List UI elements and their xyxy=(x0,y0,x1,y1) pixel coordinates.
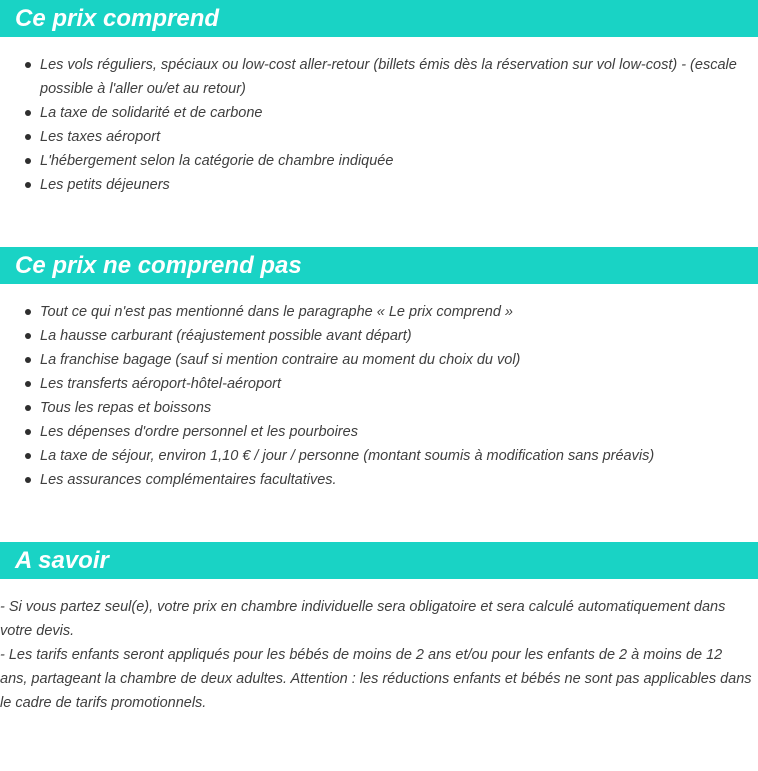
bullet-icon xyxy=(25,429,31,435)
list-item-text: La taxe de solidarité et de carbone xyxy=(40,105,263,121)
bullet-icon xyxy=(25,134,31,140)
list-item xyxy=(0,324,740,348)
section-title-included: Ce prix comprend xyxy=(15,5,220,32)
section-title-excluded: Ce prix ne comprend pas xyxy=(15,252,302,279)
list-item xyxy=(0,53,740,101)
bullet-icon xyxy=(25,182,31,188)
list-item xyxy=(0,372,740,396)
list-item xyxy=(0,125,740,149)
list-item xyxy=(0,173,740,197)
list-item xyxy=(0,396,740,420)
bullet-icon xyxy=(25,110,31,116)
list-item xyxy=(0,420,740,444)
list-item-text: La taxe de séjour, environ 1,10 € / jour / personne (montant soumis à modification sans préavis) xyxy=(40,448,655,464)
bullet-icon xyxy=(25,357,31,363)
section-header-to-know xyxy=(0,542,758,579)
section-title-to-know: A savoir xyxy=(15,547,109,574)
list-item-text: Les assurances complémentaires facultatives. xyxy=(40,472,337,488)
list-item-text: Les vols réguliers, spéciaux ou low-cost aller-retour (billets émis dès la réservation sur vol low-cost) - (escale possible à l'aller ou/et au retour) xyxy=(40,57,737,97)
included-list xyxy=(0,53,740,197)
bullet-icon xyxy=(25,477,31,483)
bullet-icon xyxy=(25,158,31,164)
list-item-text: Les petits déjeuners xyxy=(40,177,170,193)
list-item-text: L'hébergement selon la catégorie de chambre indiquée xyxy=(40,153,394,169)
list-item xyxy=(0,101,740,125)
list-item xyxy=(0,149,740,173)
to-know-notes xyxy=(0,595,752,715)
list-item xyxy=(0,348,740,372)
section-header-included xyxy=(0,0,758,37)
bullet-icon xyxy=(25,333,31,339)
note-paragraph: - Les tarifs enfants seront appliqués pour les bébés de moins de 2 ans et/ou pour les enfants de 2 à moins de 12 ans, partageant la chambre de deux adultes. Attention : les réductions enfants et bébés ne sont pas applicables dans le cadre de tarifs promotionnels. xyxy=(0,647,752,711)
bullet-icon xyxy=(25,62,31,68)
bullet-icon xyxy=(25,405,31,411)
list-item xyxy=(0,468,740,492)
list-item-text: La hausse carburant (réajustement possible avant départ) xyxy=(40,328,412,344)
list-item-text: Les transferts aéroport-hôtel-aéroport xyxy=(40,376,281,392)
list-item xyxy=(0,444,740,468)
section-header-excluded xyxy=(0,247,758,284)
bullet-icon xyxy=(25,381,31,387)
bullet-icon xyxy=(25,453,31,459)
excluded-list xyxy=(0,300,740,492)
note-paragraph: - Si vous partez seul(e), votre prix en chambre individuelle sera obligatoire et sera calculé automatiquement dans votre devis. xyxy=(0,599,726,639)
list-item-text: Les taxes aéroport xyxy=(40,129,161,145)
bullet-icon xyxy=(25,309,31,315)
list-item xyxy=(0,300,740,324)
list-item-text: La franchise bagage (sauf si mention contraire au moment du choix du vol) xyxy=(40,352,521,368)
list-item-text: Tous les repas et boissons xyxy=(40,400,212,416)
list-item-text: Tout ce qui n'est pas mentionné dans le paragraphe « Le prix comprend » xyxy=(40,304,513,320)
list-item-text: Les dépenses d'ordre personnel et les pourboires xyxy=(40,424,358,440)
